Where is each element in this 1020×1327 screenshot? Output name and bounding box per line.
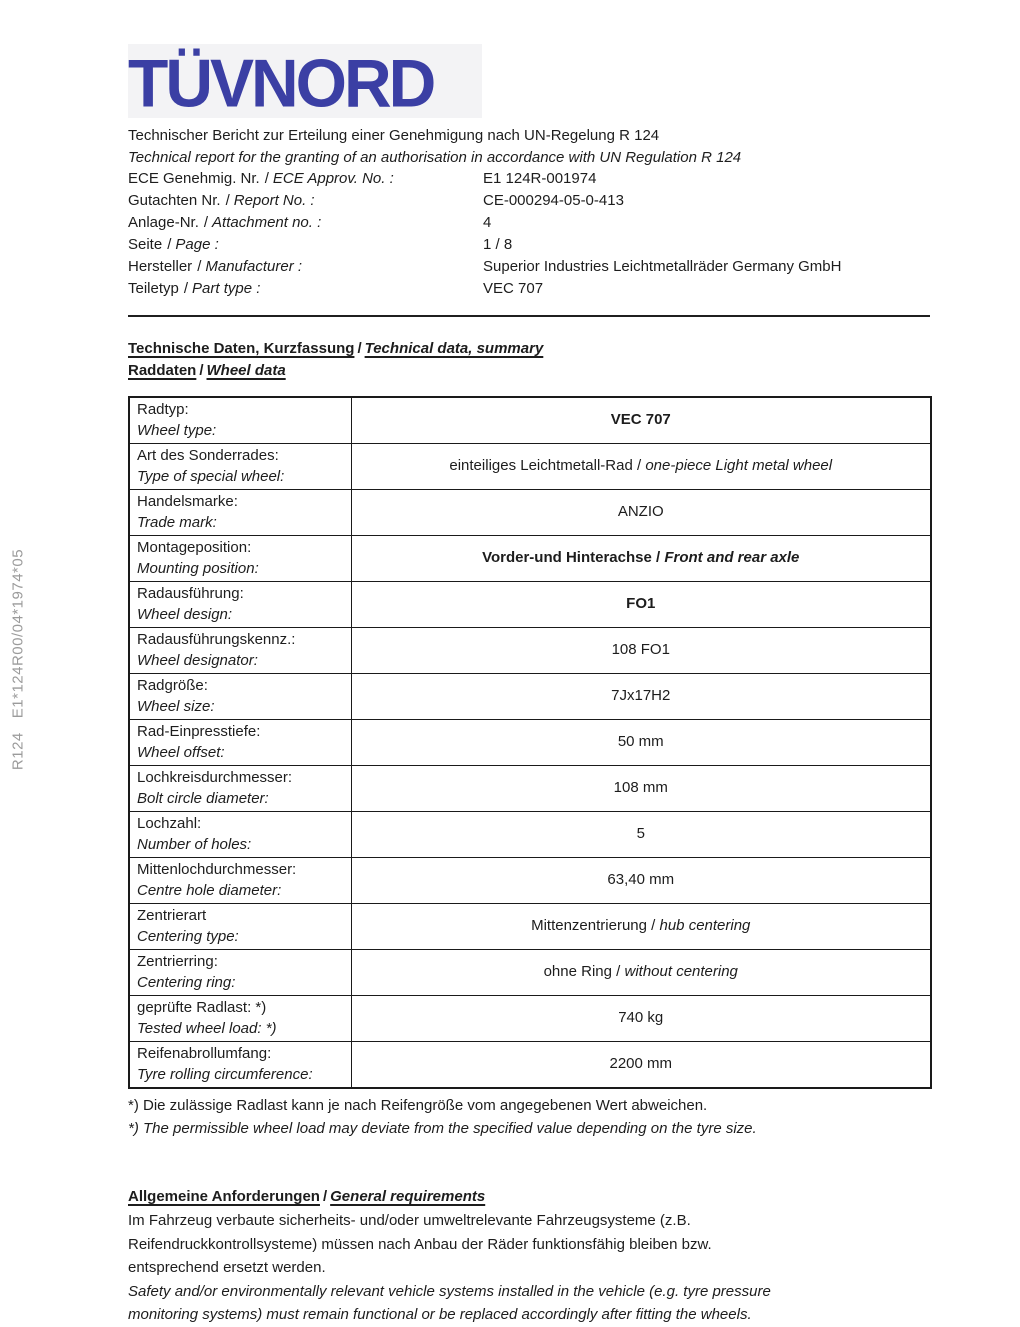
field-label-sep: /: [264, 170, 269, 187]
subheading-de: Raddaten: [128, 361, 197, 379]
general-heading-en: General requirements: [330, 1188, 486, 1205]
field-label-en: Attachment no. :: [212, 214, 322, 231]
table-row: [129, 858, 931, 904]
general-en-line: Safety and/or environmentally relevant vehicle systems installed in the vehicle (e.g. tyre pressure: [128, 1282, 771, 1300]
table-row: [129, 674, 931, 720]
general-heading-sep: /: [322, 1188, 328, 1205]
field-value: E1 124R-001974: [483, 170, 597, 187]
logo-tuv: TÜV: [128, 45, 251, 121]
row-value-cell: [351, 766, 931, 812]
table-row: [129, 950, 931, 996]
header-field-row: [128, 234, 934, 256]
field-label: [128, 212, 483, 234]
row-label-de: Art des Sonderrades:: [137, 447, 279, 464]
row-value-de: Mittenzentrierung: [531, 917, 647, 935]
table-row: [129, 628, 931, 674]
row-label-en: Tyre rolling circumference:: [137, 1065, 313, 1083]
field-label-en: ECE Approv. No. :: [272, 170, 394, 187]
row-label-en: Wheel offset:: [137, 743, 225, 761]
field-label-en: Report No. :: [233, 192, 315, 209]
field-label: [128, 190, 483, 212]
row-label-de: Handelsmarke:: [137, 493, 238, 510]
header-field-row: [128, 256, 934, 278]
row-value-sep: /: [651, 549, 665, 567]
row-label-de: Montageposition:: [137, 539, 252, 556]
table-row: [129, 904, 931, 950]
row-label-en: Tested wheel load: *): [137, 1019, 277, 1037]
row-value-cell: [351, 674, 931, 720]
table-row: [129, 536, 931, 582]
footnote: [128, 1095, 934, 1140]
field-label-sep: /: [183, 280, 189, 297]
row-value-sep: /: [611, 963, 625, 981]
row-label-cell: [129, 720, 351, 766]
general-de-line: entsprechend ersetzt werden.: [128, 1259, 326, 1276]
table-row: [129, 996, 931, 1042]
row-value-cell: [351, 720, 931, 766]
report-title-de: Technischer Bericht zur Erteilung einer Genehmigung nach UN-Regelung R 124: [128, 127, 660, 144]
row-value-de: VEC 707: [610, 411, 671, 429]
row-value-de: 740 kg: [618, 1009, 664, 1027]
row-label-en: Centering ring:: [137, 973, 236, 991]
row-value-cell: [351, 858, 931, 904]
row-label-cell: [129, 628, 351, 674]
row-value-cell: [351, 490, 931, 536]
row-label-cell: [129, 397, 351, 444]
table-row: [129, 720, 931, 766]
header-fields: [128, 168, 934, 300]
row-value-de: 5: [636, 825, 645, 843]
row-label-de: Rad-Einpresstiefe:: [137, 723, 261, 740]
row-label-en: Wheel designator:: [137, 651, 258, 669]
wheel-data-table-body: [129, 397, 931, 1088]
row-label-cell: [129, 674, 351, 720]
row-value-cell: [351, 904, 931, 950]
subheading-en: Wheel data: [206, 361, 286, 379]
field-value: VEC 707: [483, 280, 544, 297]
table-row: [129, 444, 931, 490]
row-label-en: Number of holes:: [137, 835, 252, 853]
row-label-en: Centre hole diameter:: [137, 881, 282, 899]
section-heading-line2: [128, 360, 934, 382]
row-label-cell: [129, 950, 351, 996]
row-label-cell: [129, 904, 351, 950]
row-value-de: 50 mm: [617, 733, 664, 751]
subheading-sep: /: [199, 361, 204, 379]
row-label-cell: [129, 812, 351, 858]
general-requirements-section: [128, 1186, 934, 1327]
field-label-sep: /: [225, 192, 230, 209]
divider-rule: [128, 315, 930, 317]
row-label-en: Wheel design:: [137, 605, 233, 623]
general-heading: [128, 1186, 934, 1208]
row-value-cell: [351, 812, 931, 858]
general-heading-de: Allgemeine Anforderungen: [128, 1188, 320, 1205]
field-label: [128, 278, 483, 300]
row-label-en: Bolt circle diameter:: [137, 789, 269, 807]
field-label-de: Teiletyp: [128, 280, 179, 297]
row-label-cell: [129, 444, 351, 490]
field-label-sep: /: [203, 214, 209, 231]
row-value-cell: [351, 582, 931, 628]
field-label-de: Gutachten Nr.: [128, 192, 221, 209]
row-value-cell: [351, 950, 931, 996]
row-label-en: Type of special wheel:: [137, 467, 285, 485]
row-value-cell: [351, 397, 931, 444]
heading-de: Technische Daten, Kurzfassung: [128, 340, 355, 357]
row-value-de: 2200 mm: [609, 1055, 673, 1073]
heading-sep: /: [357, 340, 362, 357]
row-label-en: Wheel size:: [137, 697, 215, 715]
row-label-cell: [129, 536, 351, 582]
tuv-nord-logo-text: [128, 45, 434, 121]
row-value-cell: [351, 1042, 931, 1089]
row-value-de: Vorder-und Hinterachse: [482, 549, 652, 567]
header-field-row: [128, 212, 934, 234]
field-label-de: Anlage-Nr.: [128, 214, 199, 231]
general-de-line: Reifendruckkontrollsysteme) müssen nach Anbau der Räder funktionsfähig bleiben bzw.: [128, 1235, 712, 1253]
field-value: 4: [483, 214, 492, 231]
field-value: 1 / 8: [483, 236, 513, 253]
logo-nord: NORD: [251, 45, 434, 121]
field-label-de: Seite: [128, 236, 163, 253]
header-field-row: [128, 278, 934, 300]
row-value-cell: [351, 996, 931, 1042]
row-value-de: FO1: [626, 595, 656, 613]
row-value-de: einteiliges Leichtmetall-Rad: [449, 457, 633, 475]
table-row: [129, 1042, 931, 1089]
row-value-cell: [351, 444, 931, 490]
field-label: [128, 256, 483, 278]
field-label: [128, 168, 483, 190]
row-label-en: Trade mark:: [137, 513, 217, 531]
row-label-de: Reifenabrollumfang:: [137, 1045, 272, 1062]
table-row: [129, 582, 931, 628]
row-label-de: Radausführungskennz.:: [137, 631, 296, 648]
field-label-sep: /: [167, 236, 172, 253]
header-field-row: [128, 190, 934, 212]
row-value-sep: /: [632, 457, 646, 475]
row-label-cell: [129, 858, 351, 904]
row-value-sep: /: [646, 917, 660, 935]
field-label-en: Manufacturer :: [205, 258, 303, 275]
table-row: [129, 766, 931, 812]
header-field-row: [128, 168, 934, 190]
row-value-de: ohne Ring: [543, 963, 612, 981]
wheel-data-table: [128, 396, 932, 1089]
row-value-de: 108 mm: [613, 779, 668, 797]
row-label-de: Mittenlochdurchmesser:: [137, 861, 297, 878]
row-value-en: without centering: [624, 963, 738, 981]
row-label-en: Centering type:: [137, 927, 239, 945]
row-value-cell: [351, 536, 931, 582]
footnote-de: *) Die zulässige Radlast kann je nach Reifengröße vom angegebenen Wert abweichen.: [128, 1097, 708, 1114]
heading-en: Technical data, summary: [364, 340, 544, 357]
field-value: Superior Industries Leichtmetallräder Germany GmbH: [483, 258, 842, 275]
row-value-de: 108 FO1: [611, 641, 670, 659]
footnote-en: *) The permissible wheel load may deviate from the specified value depending on the tyre size.: [128, 1119, 757, 1137]
general-paragraph-de: [128, 1209, 934, 1280]
report-title-en: Technical report for the granting of an authorisation in accordance with UN Regulation R 124: [128, 148, 742, 166]
row-label-en: Mounting position:: [137, 559, 259, 577]
row-label-de: Radgröße:: [137, 677, 208, 694]
row-label-de: Radtyp:: [137, 401, 189, 418]
row-label-de: Zentrierart: [137, 907, 207, 924]
row-value-de: ANZIO: [617, 503, 664, 521]
side-approval-number: R124 E1*124R00/04*1974*05: [9, 548, 27, 771]
general-de-line: Im Fahrzeug verbaute sicherheits- und/oder umweltrelevante Fahrzeugsysteme (z.B.: [128, 1212, 691, 1229]
row-value-de: 7Jx17H2: [611, 687, 671, 705]
row-label-cell: [129, 766, 351, 812]
general-paragraph-en: [128, 1280, 934, 1327]
table-row: [129, 812, 931, 858]
section-heading: [128, 338, 934, 381]
document-content: [128, 44, 934, 1327]
row-label-cell: [129, 1042, 351, 1089]
table-row: [129, 397, 931, 444]
row-label-cell: [129, 490, 351, 536]
tuv-nord-logo: [128, 44, 482, 121]
row-label-de: Lochzahl:: [137, 815, 202, 832]
row-label-cell: [129, 582, 351, 628]
field-label-en: Part type :: [192, 280, 261, 297]
row-label-de: Radausführung:: [137, 585, 244, 602]
field-label: [128, 234, 483, 256]
row-label-en: Wheel type:: [137, 421, 217, 439]
table-row: [129, 490, 931, 536]
field-value: CE-000294-05-0-413: [483, 192, 624, 209]
row-value-de: 63,40 mm: [607, 871, 675, 889]
row-value-en: Front and rear axle: [664, 549, 800, 567]
field-label-de: ECE Genehmig. Nr.: [128, 170, 260, 187]
field-label-en: Page :: [175, 236, 219, 253]
row-label-cell: [129, 996, 351, 1042]
row-value-en: one-piece Light metal wheel: [645, 457, 833, 475]
field-label-de: Hersteller: [128, 258, 193, 275]
row-value-cell: [351, 628, 931, 674]
row-label-de: Lochkreisdurchmesser:: [137, 769, 293, 786]
row-value-en: hub centering: [659, 917, 751, 935]
section-heading-line1: [128, 338, 934, 360]
field-label-sep: /: [197, 258, 202, 275]
general-en-line: monitoring systems) must remain functional or be replaced accordingly after fitting the wheels.: [128, 1306, 752, 1323]
row-label-de: geprüfte Radlast: *): [137, 999, 267, 1016]
row-label-de: Zentrierring:: [137, 953, 218, 970]
